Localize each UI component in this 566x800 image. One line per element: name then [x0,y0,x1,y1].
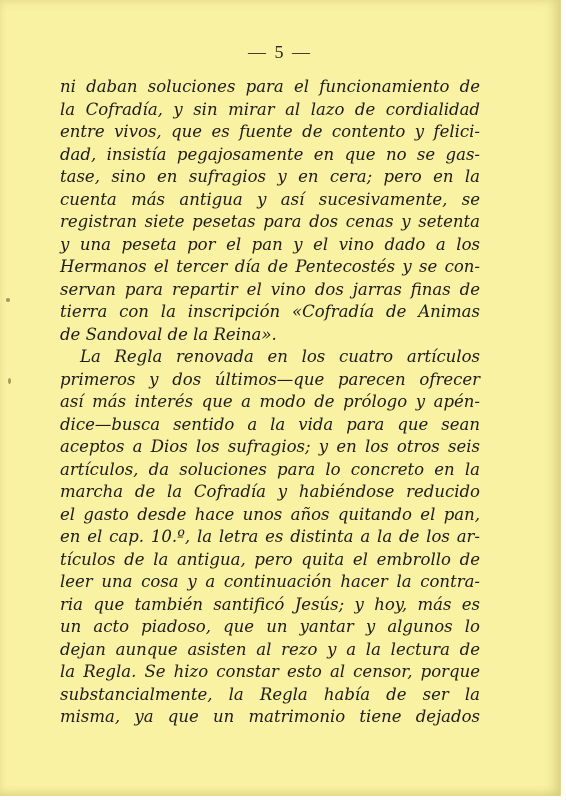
text-line: dad, insistía pegajosamente en que no se gas- [60,144,480,164]
text-line: artículos, da soluciones para lo concreto en la [60,459,480,479]
body-text [60,76,480,729]
text-line: tierra con la inscripción «Cofradía de Animas [60,302,480,321]
text-line: Hermanos el tercer día de Pentecostés y se con- [60,257,480,276]
text-line: ria que también santificó Jesús; y hoy, más es [60,594,480,614]
paragraph-start-line: La Regla renovada en los cuatro artículos [80,347,480,366]
text-line: ni daban soluciones para el funcionamiento de [60,77,480,96]
text-line: un acto piadoso, que un yantar y algunos lo [60,617,480,636]
text-line: registran siete pesetas para dos cenas y setenta [60,212,480,231]
text-line: la Regla. Se hizo constar esto al censor, porque [60,662,480,681]
text-line: marcha de la Cofradía y habiéndose reducido [60,482,480,501]
text-line: el gasto desde hace unos años quitando el pan, [60,504,480,524]
text-line: tase, sino en sufragios y en cera; pero en la [60,167,480,186]
text-line: substancialmente, la Regla había de ser la [60,684,480,704]
text-line: primeros y dos últimos—que parecen ofrecer [60,369,480,389]
text-line: la Cofradía, y sin mirar al lazo de cordialidad [60,99,480,119]
text-line: así más interés que a modo de prólogo y apén- [60,392,480,411]
text-line: entre vivos, que es fuente de contento y felici- [60,122,480,141]
text-line: leer una cosa y a continuación hacer la contra- [60,572,480,591]
paper-speck-mark [8,378,11,384]
text-line: dice—busca sentido a la vida para que sean [60,414,480,434]
text-line: misma, ya que un matrimonio tiene dejados [60,707,480,726]
paper-speck-mark [6,298,10,302]
paragraph-end-line: de Sandoval de la Reina». [60,324,277,344]
text-line: aceptos a Dios los sufragios; y en los otros seis [60,437,480,456]
text-line: cuenta más antigua y así sucesivamente, se [60,189,480,209]
text-line: servan para repartir el vino dos jarras finas de [60,279,480,299]
text-line: dejan aunque asisten al rezo y a la lectura de [60,639,480,659]
text-line: y una peseta por el pan y el vino dado a los [60,234,480,254]
text-line: en el cap. 10.º, la letra es distinta a la de los ar- [60,527,480,546]
page-number: — 5 — [248,42,312,62]
text-line: tículos de la antigua, pero quita el embrollo de [60,549,480,569]
